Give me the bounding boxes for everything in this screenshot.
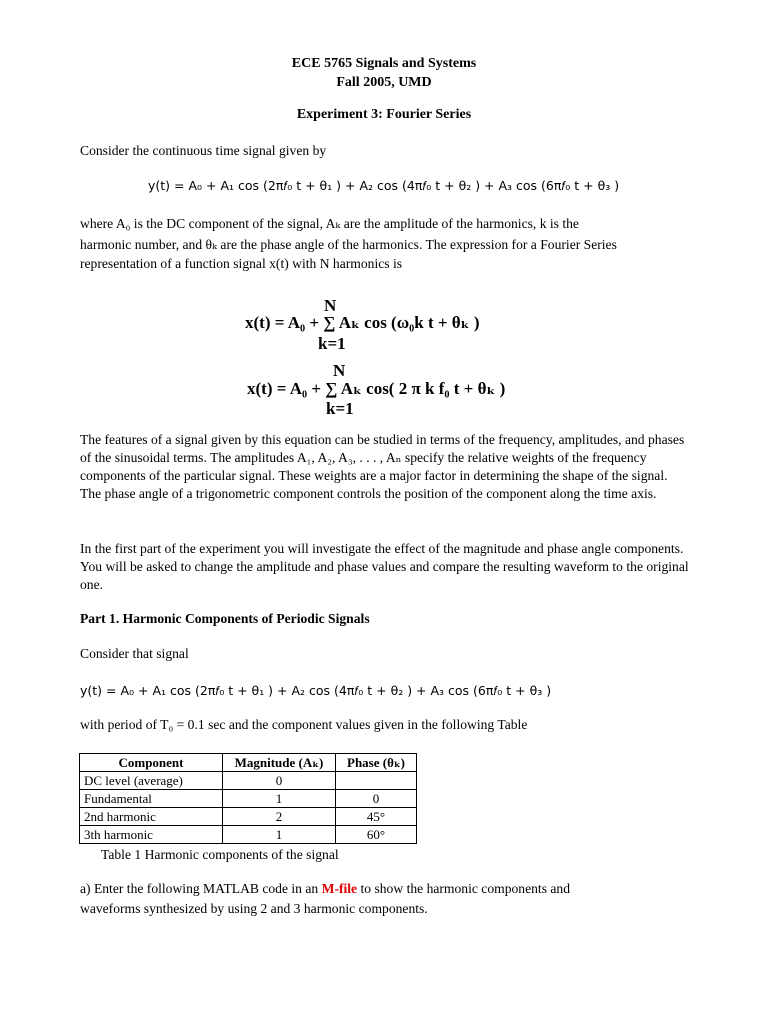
table-cell: Fundamental	[80, 790, 223, 808]
table-cell: DC level (average)	[80, 772, 223, 790]
table-header-row	[80, 754, 417, 772]
intro-paragraph-2-line-3: representation of a function signal x(t) with N harmonics is	[80, 256, 403, 271]
signal-equation-2: y(t) = A₀ + A₁ cos (2π𝑓₀ t + θ₁ ) + A₂ cos (4π𝑓₀ t + θ₂ ) + A₃ cos (6π𝑓₀ t + θ₃ )	[80, 683, 552, 698]
consider-signal-text: Consider that signal	[80, 646, 189, 661]
intro-paragraph-1: Consider the continuous time signal given by	[80, 143, 327, 158]
table-cell: 45°	[336, 808, 417, 826]
investigation-paragraph: In the first part of the experiment you will investigate the effect of the magnitude and phase angle components. You will be asked to change the amplitude and phase values and compare the resulting waveform to the original one.	[80, 541, 689, 592]
table-cell: 3th harmonic	[80, 826, 223, 844]
task-prefix: a) Enter the following MATLAB code in an	[80, 881, 322, 896]
table-cell: 1	[223, 826, 336, 844]
table-caption: Table 1 Harmonic components of the signal	[101, 847, 339, 862]
table-row	[80, 826, 417, 844]
task-line-1	[80, 881, 570, 897]
table-row	[80, 808, 417, 826]
task-suffix: to show the harmonic components and	[357, 881, 571, 896]
table-row	[80, 772, 417, 790]
part1-heading: Part 1. Harmonic Components of Periodic Signals	[80, 611, 370, 626]
term-title: Fall 2005, UMD	[336, 75, 432, 90]
intro-paragraph-2-line-1: where A₀ is the DC component of the signal, Aₖ are the amplitude of the harmonics, k is the	[80, 216, 579, 231]
signal-equation: y(t) = A₀ + A₁ cos (2π𝑓₀ t + θ₁ ) + A₂ cos (4π𝑓₀ t + θ₂ ) + A₃ cos (6π𝑓₀ t + θ₃ )	[148, 178, 620, 193]
formula-2-expression: x(t) = A₀ + ∑ Aₖ cos( 2 π k f₀ t + θₖ )	[247, 379, 506, 398]
period-text: with period of T₀ = 0.1 sec and the component values given in the following Table	[80, 717, 528, 732]
table-cell: 60°	[336, 826, 417, 844]
m-file-highlight: M-file	[321, 881, 358, 896]
table-header-cell: Magnitude (Aₖ)	[223, 754, 336, 772]
experiment-title: Experiment 3: Fourier Series	[296, 107, 472, 122]
table-cell: 0	[223, 772, 336, 790]
table-cell	[336, 772, 417, 790]
table-cell: 2	[223, 808, 336, 826]
features-paragraph: The features of a signal given by this equation can be studied in terms of the frequency, amplitudes, and phases of the sinusoidal terms. The amplitudes A₁, A₂, A₃, . . . , Aₙ specify the relative weights of the frequency components of the particular signal. These weights are a major factor in determining the shape of the signal. The phase angle of a trigonometric component controls the position of the component along the time axis.	[80, 432, 685, 501]
table-row	[80, 790, 417, 808]
formula-2-upper-limit: N	[333, 361, 346, 380]
formula-1-lower-limit: k=1	[318, 334, 346, 353]
intro-paragraph-2-line-2: harmonic number, and θₖ are the phase angle of the harmonics. The expression for a Fourier Series	[80, 237, 617, 252]
formula-1-expression: x(t) = A₀ + ∑ Aₖ cos (ω₀k t + θₖ )	[245, 313, 480, 332]
course-title: ECE 5765 Signals and Systems	[291, 56, 477, 71]
table-cell: 0	[336, 790, 417, 808]
table-cell: 2nd harmonic	[80, 808, 223, 826]
harmonic-components-table	[79, 753, 417, 844]
formula-2-lower-limit: k=1	[326, 399, 354, 418]
table-header-cell: Component	[80, 754, 223, 772]
table-header-cell: Phase (θₖ)	[336, 754, 417, 772]
table-cell: 1	[223, 790, 336, 808]
task-line-2: waveforms synthesized by using 2 and 3 harmonic components.	[80, 901, 428, 916]
formula-1-upper-limit: N	[324, 296, 337, 315]
